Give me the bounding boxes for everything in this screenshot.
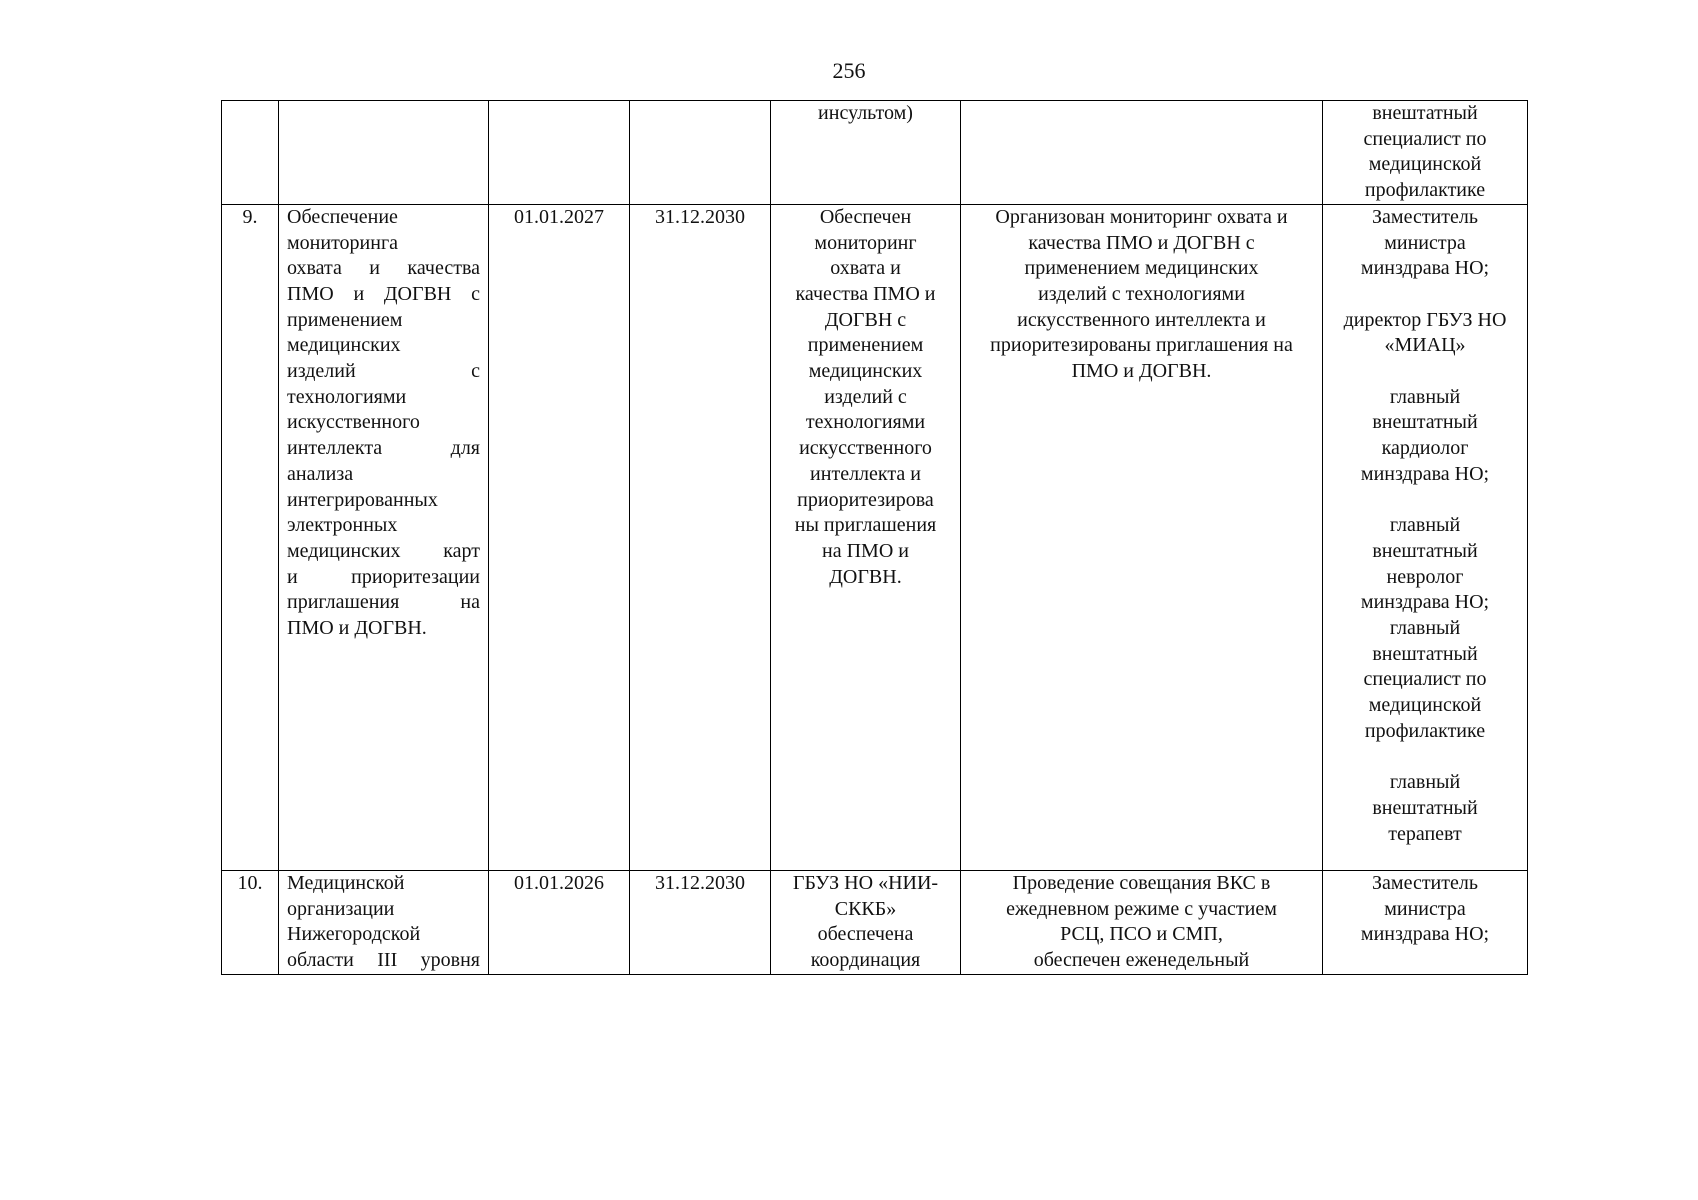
name-line: и приоритезации: [287, 565, 480, 588]
result-line: качества ПМО и: [795, 282, 936, 305]
table-row: [222, 204, 1528, 870]
responsible-line: главный: [1389, 771, 1461, 794]
name-line: охвата и качества: [287, 257, 480, 280]
result-line: на ПМО и: [822, 539, 909, 562]
cell-start-date: [489, 870, 630, 974]
line-gap: [1331, 745, 1519, 771]
responsible-line: минздрава НО;: [1360, 257, 1490, 280]
result-line: ны приглашения: [794, 514, 937, 537]
result-line: мониторинг: [814, 231, 917, 254]
name-line: анализа: [287, 462, 354, 485]
cell-start-date: [489, 101, 630, 205]
responsible-line: минздрава НО;: [1360, 923, 1490, 946]
result-line: приоритезирова: [797, 488, 934, 511]
responsible-line: директор ГБУЗ НО: [1343, 308, 1507, 331]
result-line: СККБ»: [834, 897, 897, 920]
line-gap: [1331, 359, 1519, 385]
name-line: ПМО и ДОГВН.: [287, 617, 427, 640]
start-date: 01.01.2026: [514, 871, 604, 894]
control-line: применением медицинских: [1024, 257, 1259, 280]
cell-result: [771, 870, 961, 974]
cell-control: [961, 204, 1323, 870]
responsible-line: минздрава НО;: [1360, 462, 1490, 485]
responsible-line: главный: [1389, 385, 1461, 408]
cell-num: [222, 870, 279, 974]
control-line: обеспечен еженедельный: [1033, 948, 1250, 971]
name-line: интеллекта для: [287, 437, 480, 460]
cell-result: [771, 101, 961, 205]
responsible-line: невролог: [1386, 565, 1464, 588]
responsible-line: главный: [1389, 617, 1461, 640]
result-line: интеллекта и: [810, 462, 921, 485]
responsible-line: внештатный: [1372, 539, 1478, 562]
responsible-line: специалист по: [1363, 127, 1487, 150]
result-line: координация: [810, 948, 921, 971]
cell-num: [222, 204, 279, 870]
result-line: искусственного: [799, 437, 932, 460]
responsible-line: министра: [1384, 897, 1466, 920]
cell-num: [222, 101, 279, 205]
name-line: медицинских: [287, 334, 401, 357]
cell-result: [771, 204, 961, 870]
name-line: медицинских карт: [287, 539, 480, 562]
responsible-line: Заместитель: [1372, 871, 1478, 894]
name-line: искусственного: [287, 411, 420, 434]
cell-name: [279, 204, 489, 870]
cell-control: [961, 870, 1323, 974]
cell-end-date: [630, 870, 771, 974]
responsible-line: специалист по: [1363, 668, 1487, 691]
control-line: искусственного интеллекта и: [1017, 308, 1266, 331]
cell-responsible: [1323, 870, 1528, 974]
responsible-line: «МИАЦ»: [1384, 334, 1466, 357]
control-line: ПМО и ДОГВН.: [1071, 360, 1212, 383]
name-line: технологиями: [287, 385, 407, 408]
name-line: Нижегородской: [287, 923, 421, 946]
result-line: технологиями: [805, 411, 926, 434]
responsible-line: профилактике: [1364, 719, 1486, 742]
cell-control: [961, 101, 1323, 205]
name-line: Обеспечение: [287, 205, 398, 228]
result-text: инсультом): [818, 102, 913, 124]
cell-name: [279, 870, 489, 974]
result-line: охвата и: [830, 257, 901, 280]
name-line: области III уровня: [287, 948, 480, 971]
result-line: медицинских: [808, 360, 923, 383]
cell-responsible: [1323, 101, 1528, 205]
control-line: РСЦ, ПСО и СМП,: [1060, 923, 1223, 946]
table-row: [222, 870, 1528, 974]
responsible-line: профилактике: [1364, 179, 1486, 202]
responsible-line: минздрава НО;: [1360, 591, 1490, 614]
result-line: Обеспечен: [819, 205, 912, 228]
name-line: ПМО и ДОГВН с: [287, 282, 480, 305]
responsible-line: внештатный: [1372, 796, 1478, 819]
row-number: 10.: [237, 871, 263, 894]
responsible-line: главный: [1389, 514, 1461, 537]
start-date: 01.01.2027: [514, 205, 604, 228]
table-row-continuation: [222, 101, 1528, 205]
name-line: приглашения на: [287, 591, 480, 614]
name-line: применением: [287, 308, 403, 331]
control-line: изделий с технологиями: [1038, 282, 1245, 305]
row-number: 9.: [242, 205, 258, 228]
result-line: применением: [807, 334, 924, 357]
end-date: 31.12.2030: [655, 205, 745, 228]
cell-end-date: [630, 101, 771, 205]
name-line: Медицинской: [287, 871, 405, 894]
cell-end-date: [630, 204, 771, 870]
cell-name: [279, 101, 489, 205]
name-line: интегрированных: [287, 488, 438, 511]
control-line: Проведение совещания ВКС в: [1012, 871, 1271, 894]
responsible-line: министра: [1384, 231, 1466, 254]
responsible-line: медицинской: [1368, 153, 1482, 176]
result-line: обеспечена: [817, 923, 914, 946]
control-line: качества ПМО и ДОГВН с: [1028, 231, 1255, 254]
responsible-line: терапевт: [1388, 822, 1462, 845]
result-line: ДОГВН с: [824, 308, 907, 331]
responsible-line: кардиолог: [1381, 437, 1469, 460]
control-line: Организован мониторинг охвата и: [995, 205, 1288, 228]
end-date: 31.12.2030: [655, 871, 745, 894]
page-number: 256: [832, 58, 866, 83]
line-gap: [1331, 488, 1519, 514]
plan-table: [221, 100, 1528, 975]
name-line: мониторинга: [287, 231, 399, 254]
cell-start-date: [489, 204, 630, 870]
cell-responsible: [1323, 204, 1528, 870]
responsible-line: Заместитель: [1372, 205, 1478, 228]
responsible-line: внештатный: [1372, 411, 1478, 434]
responsible-line: внештатный: [1372, 102, 1478, 124]
line-gap: [1331, 282, 1519, 308]
result-line: ГБУЗ НО «НИИ-: [792, 871, 939, 894]
control-line: приоритезированы приглашения на: [990, 334, 1293, 357]
name-line: организации: [287, 897, 395, 920]
responsible-line: медицинской: [1368, 694, 1482, 717]
result-line: ДОГВН.: [829, 565, 902, 588]
name-line: электронных: [287, 514, 398, 537]
name-line: изделий с: [287, 360, 480, 383]
result-line: изделий с: [824, 385, 907, 408]
responsible-line: внештатный: [1372, 642, 1478, 665]
control-line: ежедневном режиме с участием: [1006, 897, 1277, 920]
